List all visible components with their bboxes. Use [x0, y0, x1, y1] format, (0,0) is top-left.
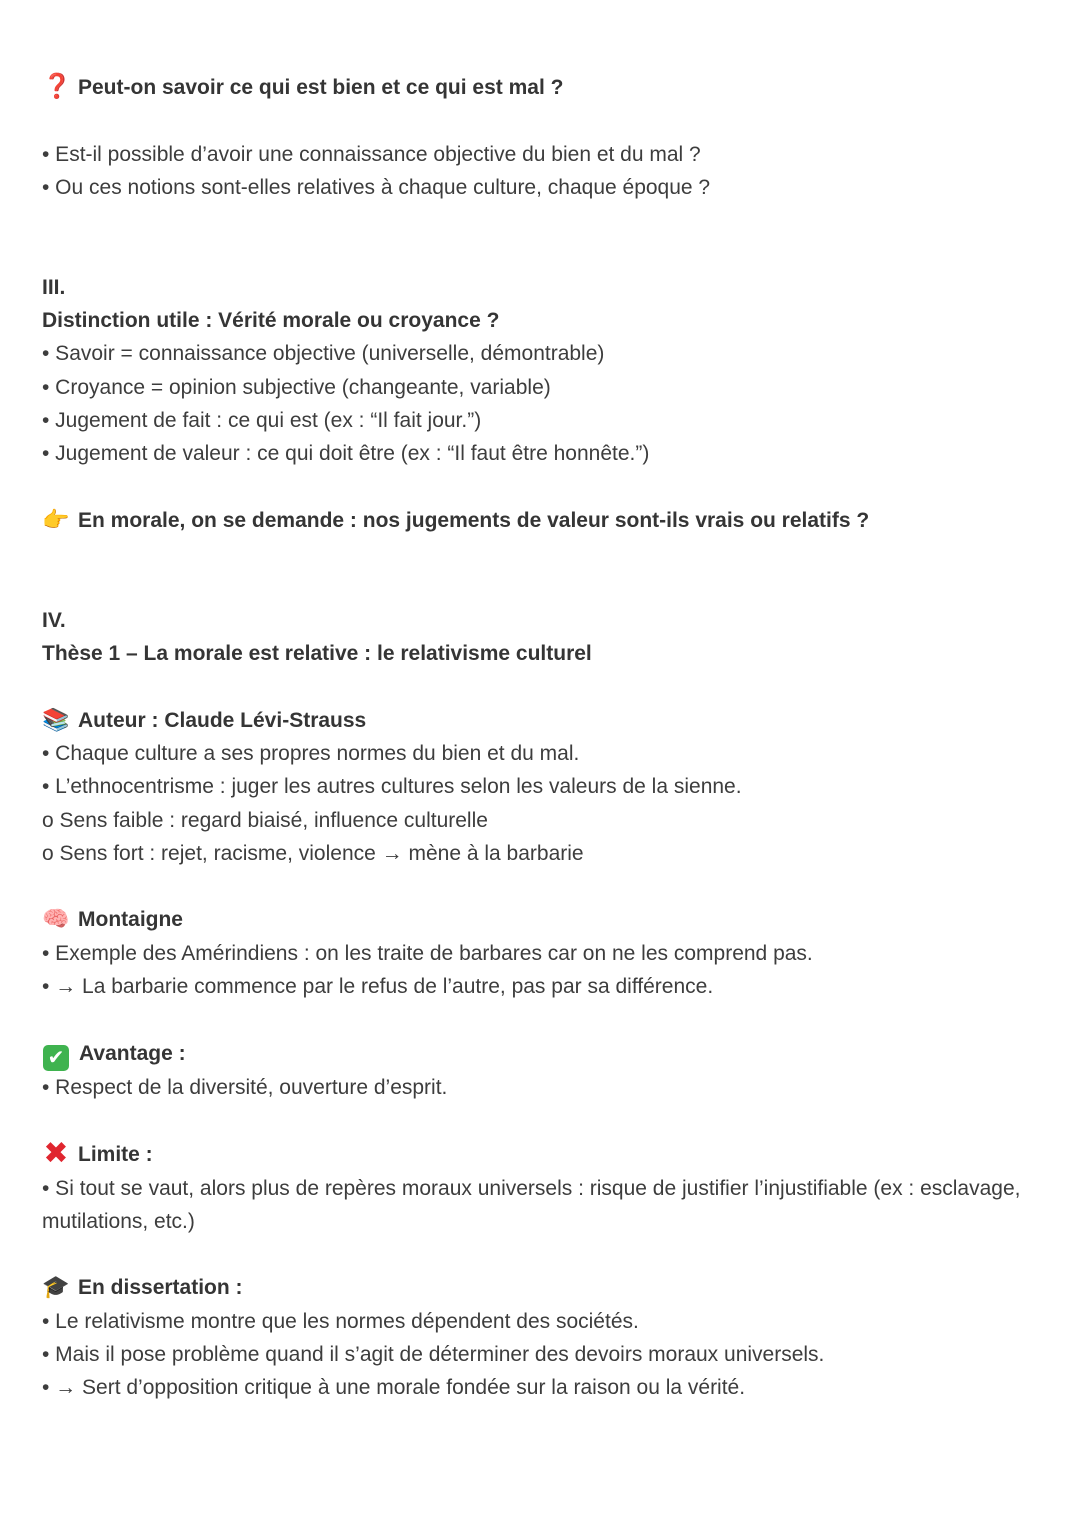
check-mark-icon: ✔: [43, 1045, 69, 1071]
section-3-number: III.: [42, 275, 66, 299]
question-heading: Peut-on savoir ce qui est bien et ce qui est mal ?: [78, 76, 564, 99]
brain-icon: 🧠: [42, 907, 70, 933]
limite-line-1: • Si tout se vaut, alors plus de repères moraux universels : risque de justifier l’injustifiable (ex : esclavage, mutilations, etc.): [42, 1176, 1021, 1233]
question-bullet-1: • Est-il possible d’avoir une connaissance objective du bien et du mal ?: [42, 142, 701, 166]
red-question-icon: ❓: [42, 72, 72, 100]
author-heading-line: [42, 704, 1040, 737]
red-cross-icon: ✖: [43, 1136, 69, 1172]
author-line-1: • Chaque culture a ses propres normes du bien et du mal.: [42, 741, 580, 765]
montaigne-line-1: • Exemple des Amérindiens : on les traite de barbares car on ne les comprend pas.: [42, 941, 813, 965]
section-3-callout: En morale, on se demande : nos jugements de valeur sont-ils vrais ou relatifs ?: [78, 508, 870, 532]
author-line-2: • L’ethnocentrisme : juger les autres cultures selon les valeurs de la sienne.: [42, 775, 742, 799]
avantage-heading-line: [42, 1037, 1040, 1071]
avantage-heading: Avantage :: [79, 1041, 186, 1065]
limite-heading-line: [42, 1137, 1040, 1171]
books-icon: 📚: [42, 707, 70, 733]
section-4-title: Thèse 1 – La morale est relative : le relativisme culturel: [42, 642, 592, 666]
section-3-bullet-2: • Croyance = opinion subjective (changeante, variable): [42, 375, 551, 399]
dissertation-heading: En dissertation :: [78, 1276, 243, 1300]
section-3-callout-line: [42, 504, 1040, 537]
section-4-number: IV.: [42, 608, 66, 632]
graduation-cap-icon: 🎓: [42, 1275, 70, 1301]
montaigne-heading-line: [42, 903, 1040, 936]
montaigne-line-2: • → La barbarie commence par le refus de l’autre, pas par sa différence.: [42, 975, 714, 999]
question-heading-line: [42, 70, 1040, 104]
montaigne-heading: Montaigne: [78, 908, 183, 932]
avantage-line-1: • Respect de la diversité, ouverture d’esprit.: [42, 1075, 448, 1099]
dissertation-line-2: • Mais il pose problème quand il s’agit de déterminer des devoirs moraux universels.: [42, 1342, 825, 1366]
author-heading: Auteur : Claude Lévi-Strauss: [78, 708, 367, 732]
section-3-title: Distinction utile : Vérité morale ou croyance ?: [42, 309, 500, 333]
dissertation-heading-line: [42, 1271, 1040, 1304]
limite-heading: Limite :: [78, 1143, 153, 1167]
question-bullet-2: • Ou ces notions sont-elles relatives à chaque culture, chaque époque ?: [42, 175, 711, 199]
pointing-hand-icon: 👉: [42, 507, 70, 533]
section-3-bullet-4: • Jugement de valeur : ce qui doit être (ex : “Il faut être honnête.”): [42, 442, 650, 466]
dissertation-line-3: • → Sert d’opposition critique à une morale fondée sur la raison ou la vérité.: [42, 1376, 746, 1400]
dissertation-line-1: • Le relativisme montre que les normes dépendent des sociétés.: [42, 1309, 639, 1333]
section-3-bullet-1: • Savoir = connaissance objective (universelle, démontrable): [42, 342, 605, 366]
author-line-4: o Sens fort : rejet, racisme, violence → mène à la barbarie: [42, 841, 584, 865]
section-3-bullet-3: • Jugement de fait : ce qui est (ex : “Il fait jour.”): [42, 408, 482, 432]
author-line-3: o Sens faible : regard biaisé, influence culturelle: [42, 808, 488, 832]
